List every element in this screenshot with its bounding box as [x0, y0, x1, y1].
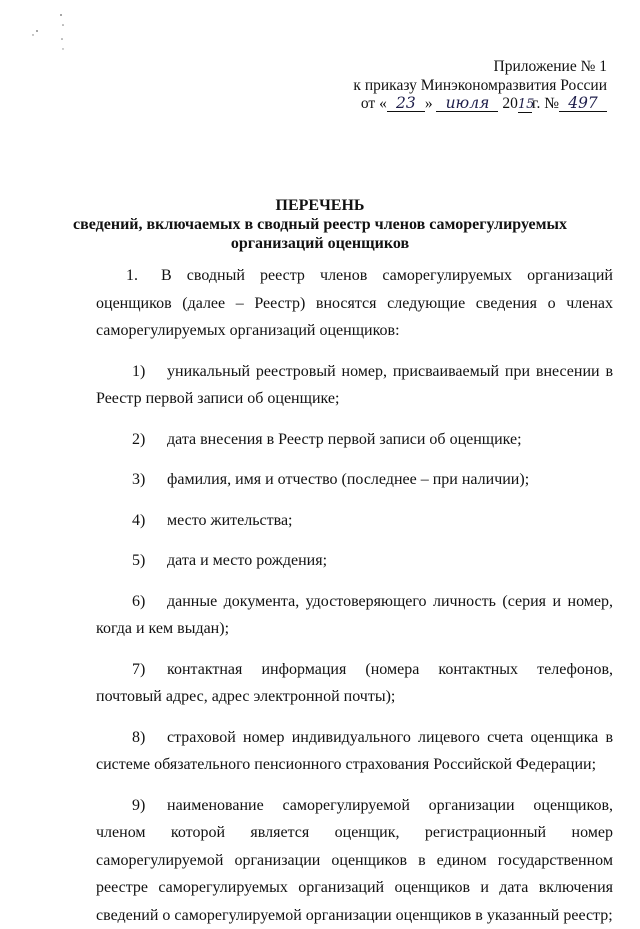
scan-specks [28, 12, 78, 62]
list-item-8 [96, 724, 613, 779]
item-number: 8) [132, 724, 167, 752]
handwritten-year: 15 [518, 97, 532, 113]
appendix-order-ref: к приказу Минэкономразвития России [353, 77, 607, 96]
intro-number: 1. [126, 262, 161, 290]
document-title [0, 196, 640, 253]
title-heading: ПЕРЕЧЕНЬ [0, 196, 640, 215]
item-text: дата внесения в Реестр первой записи об оценщике; [167, 431, 522, 448]
title-line-3: организаций оценщиков [0, 234, 640, 253]
item-text: контактная информация (номера контактных телефонов, почтовый адрес, адрес электронной почты); [96, 661, 613, 706]
list-item-7 [96, 656, 613, 711]
year-prefix: 20 [502, 95, 518, 112]
date-prefix: от « [361, 95, 387, 112]
list-item-4 [96, 507, 613, 535]
list-item-6 [96, 588, 613, 643]
intro-text: В сводный реестр членов саморегулируемых организаций оценщиков (далее – Реестр) вносятся следующие сведения о членах саморегулируемых организаций оценщиков: [96, 267, 613, 339]
appendix-block [353, 58, 607, 114]
item-text: наименование саморегулируемой организации оценщиков, членом которой является оценщик, регистрационный номер саморегулируемой организации оценщиков в едином государственном реестре саморегулируемых организаций оценщиков и дата включения сведений о саморегулируемой организации оценщиков в указанный реестр; [96, 797, 613, 924]
list-item-2 [96, 426, 613, 454]
item-number: 4) [132, 507, 167, 535]
document-body [96, 262, 613, 929]
title-line-2: сведений, включаемых в сводный реестр членов саморегулируемых [0, 215, 640, 234]
item-text: данные документа, удостоверяющего личность (серия и номер, когда и кем выдан); [96, 593, 613, 638]
handwritten-order-number: 497 [559, 96, 607, 112]
item-text: уникальный реестровый номер, присваиваемый при внесении в Реестр первой записи об оценщике; [96, 363, 613, 408]
item-number: 6) [132, 588, 167, 616]
handwritten-month: июля [436, 96, 498, 112]
list-item-1 [96, 358, 613, 413]
list-item-9 [96, 792, 613, 929]
appendix-date-line [353, 95, 607, 114]
intro-paragraph [96, 262, 613, 345]
item-number: 2) [132, 426, 167, 454]
item-text: место жительства; [167, 512, 292, 529]
number-prefix: г. № [532, 95, 559, 112]
item-number: 7) [132, 656, 167, 684]
list-item-5 [96, 547, 613, 575]
appendix-title: Приложение № 1 [353, 58, 607, 77]
date-mid: » [425, 95, 433, 112]
item-number: 9) [132, 792, 167, 820]
item-number: 1) [132, 358, 167, 386]
item-text: страховой номер индивидуального лицевого счета оценщика в системе обязательного пенсионного страхования Российской Федерации; [96, 729, 613, 774]
item-text: дата и место рождения; [167, 552, 327, 569]
item-number: 3) [132, 466, 167, 494]
list-item-3 [96, 466, 613, 494]
item-text: фамилия, имя и отчество (последнее – при наличии); [167, 471, 529, 488]
item-number: 5) [132, 547, 167, 575]
handwritten-day: 23 [387, 96, 425, 112]
